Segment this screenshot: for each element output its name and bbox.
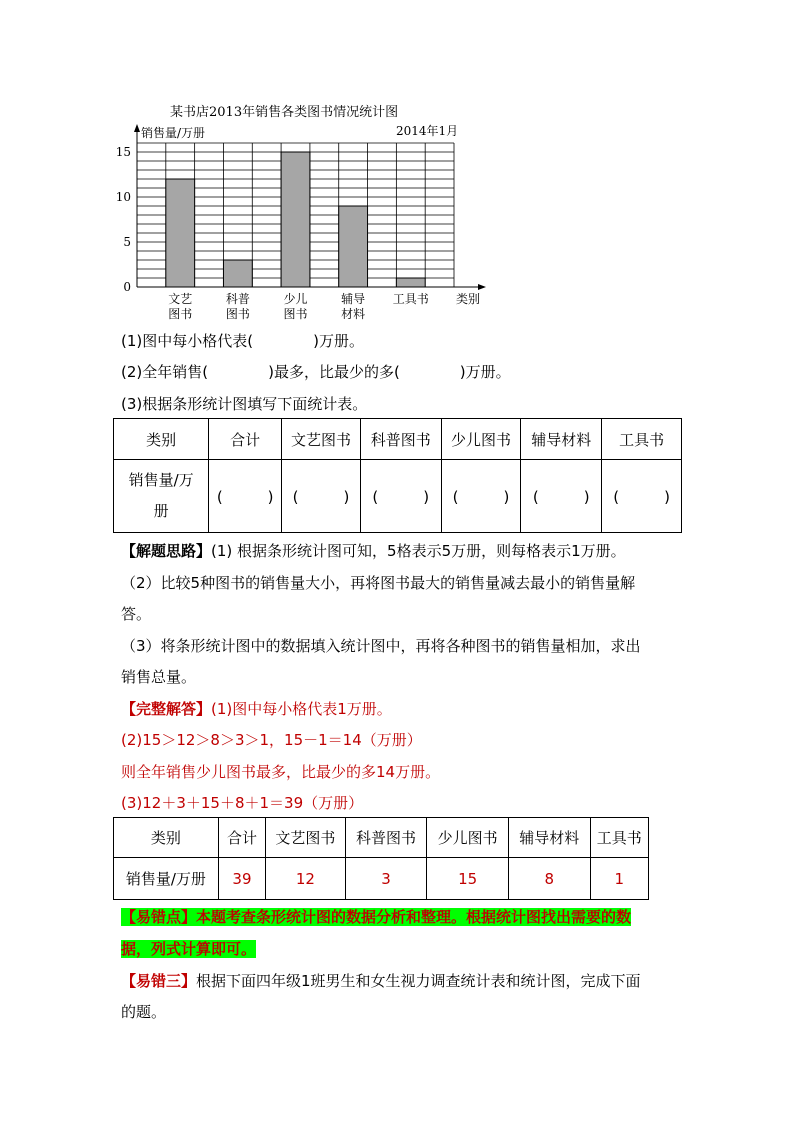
solution-line-2: (2)15＞12＞8＞3＞1，15－1＝14（万册） — [121, 731, 422, 749]
answer-stats-table — [113, 817, 649, 900]
header-cell: 辅导材料 — [508, 818, 590, 858]
header-cell: 少儿图书 — [427, 818, 509, 858]
analysis-line-1 — [121, 541, 626, 561]
solution-tag: 【完整解答】 — [121, 700, 212, 718]
header-cell: 科普图书 — [360, 419, 441, 460]
row-label-cell: 销售量/万册 — [114, 858, 219, 900]
header-cell: 科普图书 — [345, 818, 427, 858]
chart-ylabel: 销售量/万册 — [141, 126, 206, 140]
answer-blank: ( ) — [441, 460, 521, 533]
category-label: 图书 — [283, 307, 308, 321]
header-cell: 合计 — [218, 818, 265, 858]
analysis-tag: 【解题思路】 — [121, 542, 212, 560]
category-label: 辅导 — [341, 292, 366, 306]
value-cell: 12 — [266, 858, 346, 900]
row-label-line: 册 — [153, 502, 169, 520]
chart-title: 某书店2013年销售各类图书情况统计图 — [170, 105, 399, 120]
solution-line-3: 则全年销售少儿图书最多，比最少的多14万册。 — [121, 763, 441, 781]
next-problem-line-1 — [121, 971, 641, 991]
bar — [223, 260, 252, 287]
category-label: 科普 — [225, 292, 250, 306]
value-cell: 8 — [508, 858, 590, 900]
blank-stats-table — [113, 418, 682, 533]
question-3: (3)根据条形统计图填写下面统计表。 — [121, 395, 368, 413]
category-label: 少儿 — [283, 292, 308, 306]
error-point-text: 据，列式计算即可。 — [121, 940, 257, 958]
bar — [281, 152, 310, 287]
y-tick-label: 5 — [123, 235, 131, 249]
solution-text: (1)图中每小格代表1万册。 — [211, 700, 392, 718]
header-cell: 工具书 — [590, 818, 648, 858]
y-tick-label: 0 — [123, 280, 131, 294]
category-label: 材料 — [341, 307, 366, 321]
x-axis-label: 类别 — [456, 292, 481, 306]
header-cell: 文艺图书 — [266, 818, 346, 858]
value-cell: 39 — [218, 858, 265, 900]
value-cell: 15 — [427, 858, 509, 900]
header-cell: 少儿图书 — [441, 419, 521, 460]
row-label-cell — [114, 460, 209, 533]
answer-blank: ( ) — [360, 460, 441, 533]
analysis-line-2: （2）比较5种图书的销售量大小，再将图书最大的销售量减去最小的销售量解 — [121, 574, 636, 592]
category-label: 图书 — [168, 307, 193, 321]
y-axis-arrow — [134, 124, 140, 132]
answer-blank: ( ) — [282, 460, 361, 533]
error-point-line-1 — [121, 907, 631, 927]
chart-date: 2014年1月 — [396, 124, 459, 138]
y-tick-label: 15 — [115, 145, 131, 159]
analysis-line-4: （3）将条形统计图中的数据填入统计图中，再将各种图书的销售量相加，求出 — [121, 637, 641, 655]
category-label: 图书 — [225, 307, 250, 321]
solution-line-4: (3)12＋3＋15＋8＋1＝39（万册） — [121, 794, 364, 812]
bar-chart — [110, 118, 500, 328]
header-cell: 类别 — [114, 419, 209, 460]
analysis-line-5: 销售总量。 — [121, 668, 197, 686]
question-2: (2)全年销售( )最多，比最少的多( )万册。 — [121, 363, 511, 381]
next-problem-text: 根据下面四年级1班男生和女生视力调查统计表和统计图，完成下面 — [196, 972, 641, 990]
header-cell: 类别 — [114, 818, 219, 858]
error-point-line-2 — [121, 939, 256, 959]
next-problem-tag: 【易错三】 — [121, 972, 197, 990]
bar — [166, 179, 195, 287]
solution-line-1 — [121, 699, 392, 719]
header-cell: 合计 — [209, 419, 282, 460]
next-problem-line-2: 的题。 — [121, 1003, 167, 1021]
bar — [339, 206, 368, 287]
error-point-text: 【易错点】本题考查条形统计图的数据分析和整理。根据统计图找出需要的数 — [121, 908, 632, 926]
question-1: (1)图中每小格代表( )万册。 — [121, 332, 364, 350]
category-label: 文艺 — [168, 292, 193, 306]
header-cell: 文艺图书 — [282, 419, 361, 460]
answer-blank: ( ) — [209, 460, 282, 533]
header-cell: 辅导材料 — [521, 419, 602, 460]
answer-blank: ( ) — [602, 460, 682, 533]
header-cell: 工具书 — [602, 419, 682, 460]
answer-blank: ( ) — [521, 460, 602, 533]
category-label: 工具书 — [392, 292, 429, 306]
bar — [396, 278, 425, 287]
analysis-text: (1) 根据条形统计图可知，5格表示5万册，则每格表示1万册。 — [211, 542, 626, 560]
analysis-line-3: 答。 — [121, 605, 152, 623]
row-label-line: 销售量/万 — [128, 471, 194, 489]
value-cell: 3 — [345, 858, 427, 900]
x-axis-arrow — [478, 284, 486, 290]
value-cell: 1 — [590, 858, 648, 900]
y-tick-label: 10 — [115, 190, 131, 204]
